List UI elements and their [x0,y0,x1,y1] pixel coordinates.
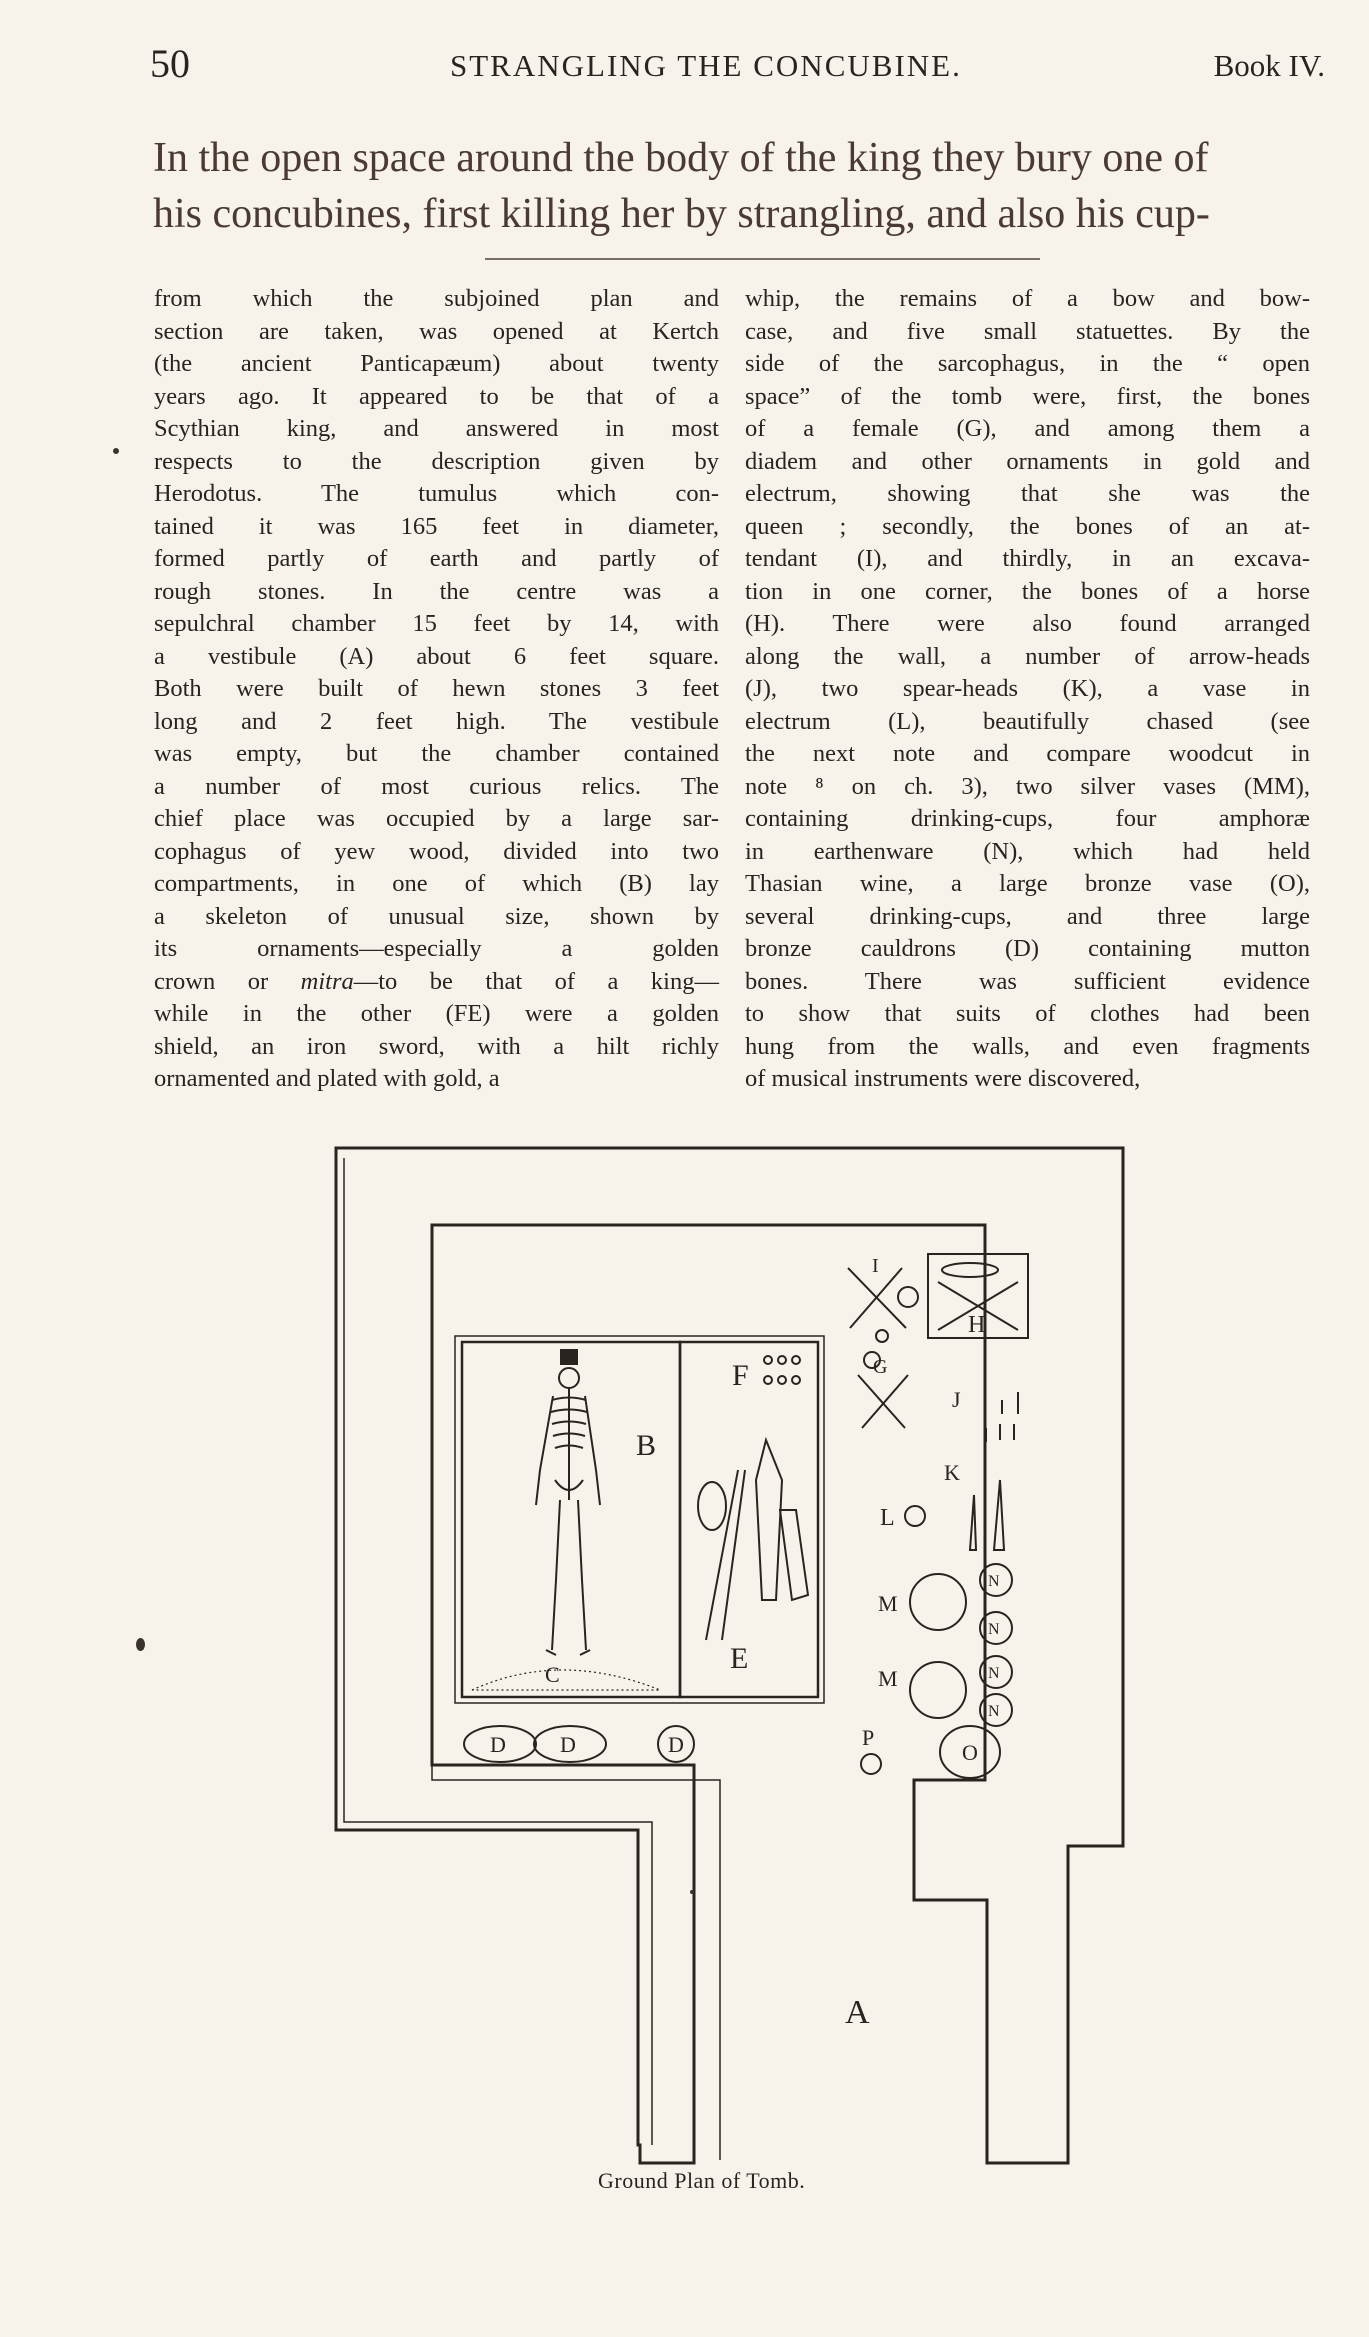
divider-rule [485,258,1040,260]
text-line: section are taken, was opened at Kertch [154,317,719,345]
plan-label-n1: N [988,1573,1000,1590]
book-label: Book IV. [1213,48,1325,83]
plan-label-k: K [944,1460,960,1485]
text-line: respects to the description given by [154,447,719,475]
text-line: compartments, in one of which (B) lay [154,870,719,897]
text-line: ornamented and plated with gold, a [154,1065,500,1092]
text-line: tained it was 165 feet in diameter, [154,512,719,540]
page-number: 50 [150,41,190,86]
text-line: several drinking-cups, and three large [745,902,1310,930]
text-line: a vestibule (A) about 6 feet square. [154,642,719,670]
text-line: Herodotus. The tumulus which con- [154,480,719,507]
text-line: the next note and compare woodcut in [745,740,1310,767]
plan-label-n2: N [988,1621,1000,1638]
tomb-ground-plan [0,1120,1369,2180]
plan-label-e: E [730,1642,749,1675]
plan-label-f: F [732,1359,749,1392]
plan-caption: Ground Plan of Tomb. [598,2168,806,2193]
text-line: crown or mitra—to be that of a king— [154,967,719,995]
text-line: tion in one corner, the bones of a horse [745,577,1310,605]
plan-label-i: I [872,1255,879,1277]
text-line: Both were built of hewn stones 3 feet [154,675,719,702]
text-line: formed partly of earth and partly of [154,545,719,572]
text-line: electrum, showing that she was the [745,480,1310,507]
shield-sword-icons [698,1356,808,1640]
text-line: electrum (L), beautifully chased (see [745,707,1310,735]
plan-label-a: A [845,1994,870,2031]
plan-label-p: P [862,1725,875,1750]
spear-heads-k [970,1480,1004,1550]
text-line: side of the sarcophagus, in the “ open [745,350,1310,377]
intro-line: his concubines, first killing her by strangling, and also his cup- [153,191,1210,237]
text-line: rough stones. In the centre was a [154,577,719,605]
intro-line: In the open space around the body of the king they bury one of [153,135,1209,181]
plan-label-h: H [968,1312,986,1338]
text-line: whip, the remains of a bow and bow- [745,285,1310,312]
king-skeleton-icon [536,1350,600,1655]
attendant-bones-i [848,1268,918,1342]
running-header [150,40,1350,90]
text-line: (J), two spear-heads (K), a vase in [745,675,1310,702]
plan-label-l: L [880,1505,895,1531]
text-line: long and 2 feet high. The vestibule [154,707,719,735]
plan-label-o: O [962,1740,978,1765]
plan-label-b: B [636,1429,657,1462]
text-line: bones. There was sufficient evidence [745,967,1310,995]
text-line: containing drinking-cups, four amphoræ [745,805,1310,832]
mound-c [472,1670,660,1690]
text-line: (H). There were also found arranged [745,610,1310,637]
text-line: Scythian king, and answered in most [154,415,719,442]
text-line: queen ; secondly, the bones of an at- [745,512,1310,540]
text-line: shield, an iron sword, with a hilt richly [154,1032,719,1060]
text-line: (the ancient Panticapæum) about twenty [154,350,719,377]
italic-term: mitra [300,967,354,995]
text-line: of musical instruments were discovered, [745,1065,1141,1092]
plan-label-n4: N [988,1703,1000,1720]
text-line: along the wall, a number of arrow-heads [745,642,1310,670]
silver-vases-m [910,1574,966,1718]
arrow-heads-j [986,1392,1018,1442]
text-line: from which the subjoined plan and [154,285,719,312]
text-line: a skeleton of unusual size, shown by [154,902,719,930]
plan-label-g: G [873,1356,888,1378]
text-line: case, and five small statuettes. By the [745,317,1310,345]
footnote-column-right [745,283,1310,1096]
electrum-vase-l [905,1506,925,1526]
footnote-column-left [154,283,719,1096]
sarcophagus-compartment-b [462,1342,680,1697]
text-line: its ornaments—especially a golden [154,935,719,962]
plan-label-m1: M [878,1591,898,1616]
plan-label-d2: D [560,1732,576,1757]
plan-label-c: C [545,1662,560,1687]
text-line: tendant (I), and thirdly, in an excava- [745,545,1310,572]
plan-label-d1: D [490,1732,506,1757]
text-line: a number of most curious relics. The [154,772,719,800]
running-title: STRANGLING THE CONCUBINE. [450,48,962,83]
text-line: years ago. It appeared to be that of a [154,382,719,410]
text-line: to show that suits of clothes had been [745,1000,1310,1027]
text-line: chief place was occupied by a large sar- [154,805,719,832]
intro-text [153,130,1333,242]
text-line: of a female (G), and among them a [745,415,1310,442]
plan-label-n3: N [988,1665,1000,1682]
plan-label-j: J [952,1387,961,1412]
text-line: while in the other (FE) were a golden [154,1000,719,1027]
plan-label-d3: D [668,1732,684,1757]
inner-wall-outline [344,1158,652,2145]
text-line: was empty, but the chamber contained [154,740,719,767]
text-line: in earthenware (N), which had held [745,837,1310,865]
text-line: note ⁸ on ch. 3), two silver vases (MM), [745,772,1310,800]
text-line: hung from the walls, and even fragments [745,1032,1310,1060]
text-line: cophagus of yew wood, divided into two [154,837,719,865]
text-line: space” of the tomb were, first, the bones [745,382,1310,410]
text-line: sepulchral chamber 15 feet by 14, with [154,610,719,637]
drinking-cup-p [861,1754,881,1774]
text-line: Thasian wine, a large bronze vase (O), [745,870,1310,897]
print-speck [136,1638,145,1651]
plan-label-m2: M [878,1666,898,1691]
print-speck [113,448,119,454]
print-speck [690,1890,694,1894]
text-line: diadem and other ornaments in gold and [745,447,1310,475]
text-line: bronze cauldrons (D) containing mutton [745,935,1310,962]
